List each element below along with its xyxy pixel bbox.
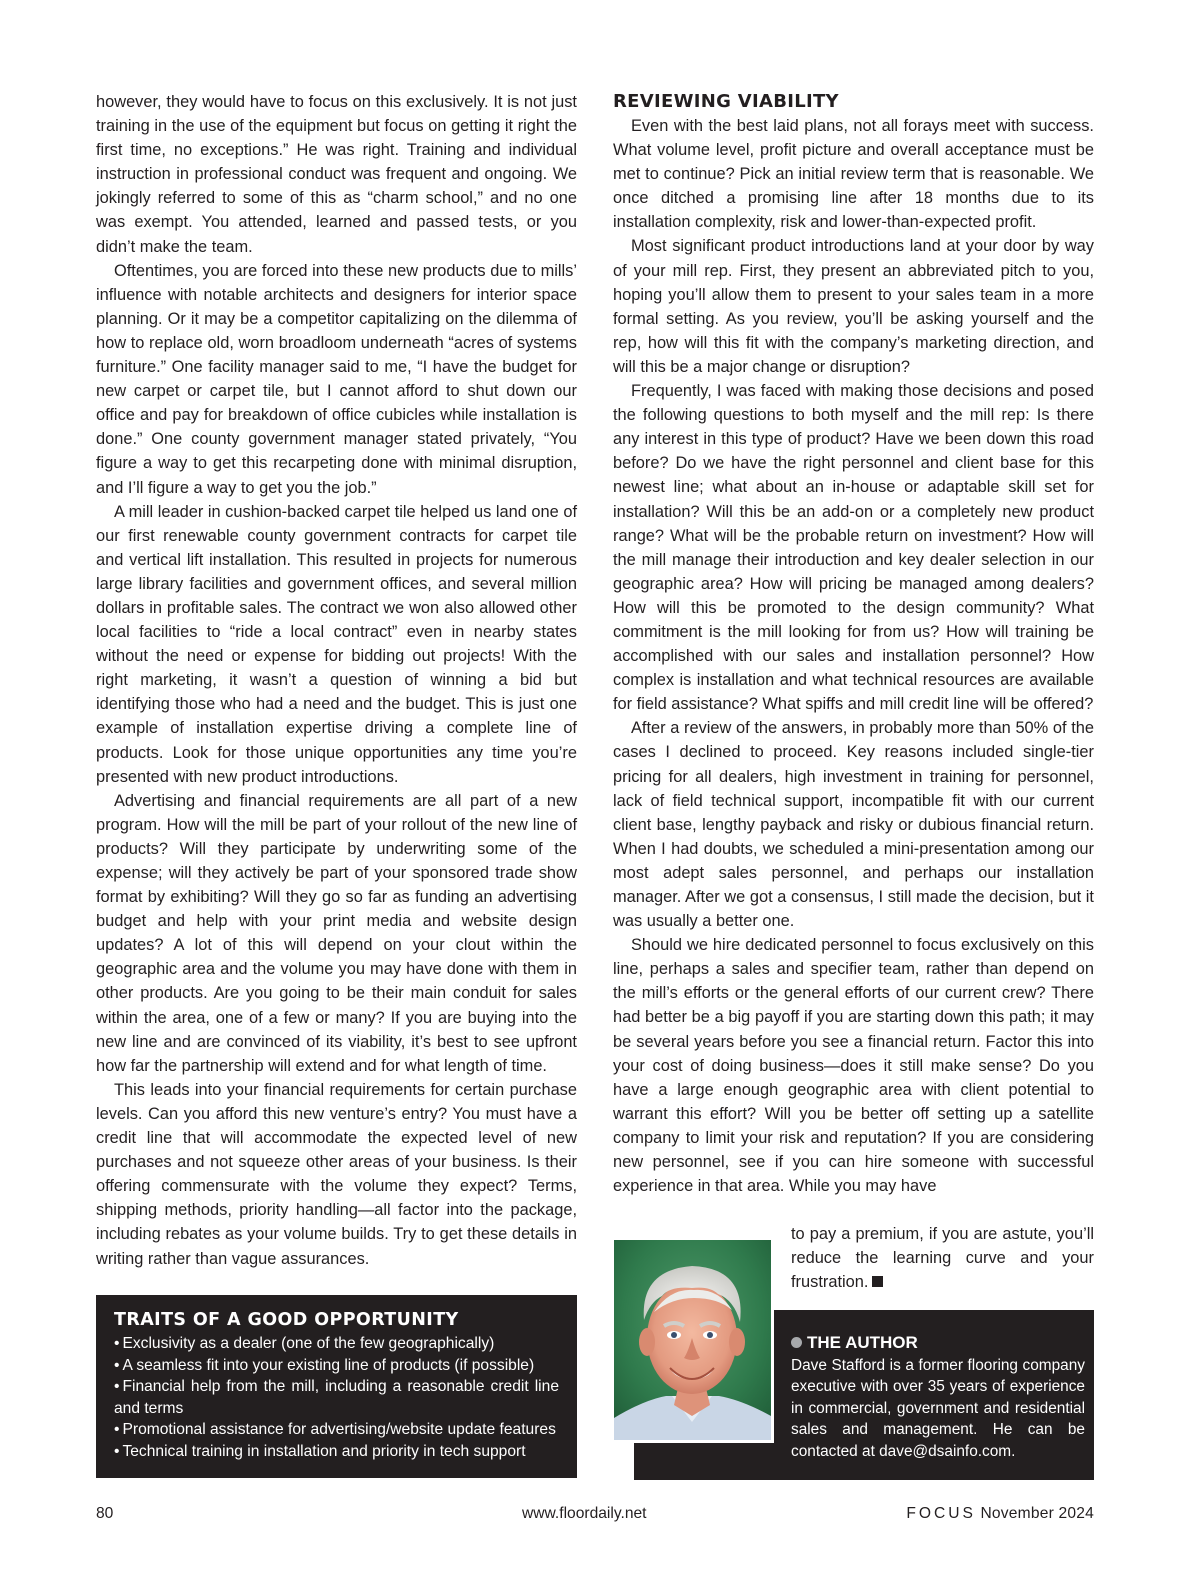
traits-item-text: Financial help from the mill, including a reasonable credit line and terms: [114, 1378, 559, 1417]
author-bio: Dave Stafford is a former flooring company executive with over 35 years of experience in commercial, government and residential sales and management. He can be contacted at dave@dsainfo.com.: [791, 1357, 1085, 1460]
right-paragraph-1: Even with the best laid plans, not all forays meet with success. What volume level, profit picture and overall acceptance must be met to continue? Pick an initial review term that is reasonable. We once ditched a promising line after 18 months due to its installation complexity, risk and lower-than-expected profit.: [613, 117, 1094, 232]
right-column: [613, 90, 1094, 1198]
bullet-icon: •: [114, 1378, 120, 1396]
traits-title: TRAITS OF A GOOD OPPORTUNITY: [114, 1310, 459, 1330]
author-bullet-icon: [791, 1337, 802, 1348]
traits-item: [114, 1333, 559, 1355]
traits-sidebar-box: [96, 1295, 577, 1478]
author-title-line: [791, 1331, 1085, 1355]
bullet-icon: •: [114, 1356, 120, 1374]
right-paragraph-2: Most significant product introductions land at your door by way of your mill rep. First, they present an abbreviated pitch to you, hoping you’ll allow them to present to your sales team in a more formal setting. As you review, you’ll be asking yourself and the rep, how will this fit with the company’s marketing direction, and will this be a major change or disruption?: [613, 237, 1094, 376]
author-photo: [614, 1240, 771, 1440]
right-paragraph-4: After a review of the answers, in probably more than 50% of the cases I declined to proceed. Key reasons included single-tier pricing for all dealers, high investment in training for personnel, lack of field technical support, incompatible fit with our current client base, lengthy payback and risky or dubious financial return. When I had doubts, we scheduled a mini-presentation among our most adept sales personnel, and perhaps our installation manager. After we got a consensus, I still made the decision, but it was usually a better one.: [613, 719, 1094, 931]
closing-text: to pay a premium, if you are astute, you’ll reduce the learning curve and your frustration.: [791, 1225, 1094, 1292]
traits-item-text: Technical training in installation and priority in tech support: [122, 1442, 526, 1460]
footer-url: www.floordaily.net: [522, 1505, 647, 1522]
issue-date: November 2024: [980, 1505, 1094, 1522]
closing-paragraph: [791, 1222, 1094, 1294]
publication-name: FOCUS: [906, 1505, 976, 1522]
left-paragraph-5: This leads into your financial requirements for certain purchase levels. Can you afford this new venture’s entry? You must have a credit line that will accommodate the expected level of new purchases and not squeeze other areas of your business. Is their offering commensurate with the volume they expect? Terms, shipping methods, priority handling—all factor into the package, including rebates as your volume builds. Try to get these details in writing rather than vague assurances.: [96, 1080, 577, 1268]
bullet-icon: •: [114, 1335, 120, 1352]
author-portrait-image: [614, 1240, 771, 1440]
left-paragraph-3: A mill leader in cushion-backed carpet tile helped us land one of our first renewable county government contracts for carpet tile and vertical lift installation. This resulted in projects for numerous large library facilities and government offices, and several million dollars in profitable sales. The contract we won also allowed other local facilities to “ride a local contract” even in nearby states without the need or expense for bidding out projects! With the right marketing, it wasn’t a question of winning a bid but identifying those who had a need and the budget. This is just one example of installation expertise driving a complete line of products. Look for those unique opportunities any time you’re presented with new product introductions.: [96, 502, 577, 786]
end-of-article-icon: [872, 1276, 883, 1287]
right-paragraph-5: Should we hire dedicated personnel to focus exclusively on this line, perhaps a sales and specifier team, rather than depend on the mill’s efforts or the general efforts of our current crew? There had better be a big payoff if you are starting down this path; it may be several years before you see a financial return. Factor this into your cost of doing business—does it still make sense? Do you have a large enough geographic area with client potential to warrant this effort? Will you be better off setting up a satellite company to limit your risk and reputation? If you are considering new personnel, see if you can hire someone with successful experience in that area. While you may have: [613, 936, 1094, 1196]
page-number: 80: [96, 1505, 114, 1522]
traits-item-text: A seamless fit into your existing line of products (if possible): [122, 1356, 535, 1374]
left-paragraph-2: Oftentimes, you are forced into these new products due to mills’ influence with notable architects and designers for interior space planning. Or it may be a competitor capitalizing on the dilemma of how to replace old, worn broadloom underneath “acres of systems furniture.” One facility manager said to me, “I have the budget for new carpet or carpet tile, but I cannot afford to shut down our office and pay for breakdown of office cubicles while installation is done.” One county government manager stated privately, “You figure a way to get this recarpeting done with minimal disruption, and I’ll figure a way to get you the job.”: [96, 261, 577, 497]
traits-item: [114, 1355, 559, 1377]
author-box: [791, 1331, 1085, 1462]
footer-publication: [906, 1505, 1094, 1523]
traits-item: [114, 1419, 559, 1441]
traits-item-text: Promotional assistance for advertising/website update features: [122, 1421, 556, 1439]
bullet-icon: •: [114, 1421, 120, 1439]
left-paragraph-4: Advertising and financial requirements are all part of a new program. How will the mill be part of your rollout of the new line of products? Will they participate by underwriting some of the expense; will they actively be part of your sponsored trade show format by exhibiting? Will they go so far as funding an advertising budget and help with your print media and website design updates? A lot of this will depend on your clout within the geographic area and the volume you may have done with them in other products. Are you going to be their main conduit for sales within the area, one of a few or many? If you are buying into the new line and are convinced of its viability, it’s best to see upfront how far the partnership will extend and for what length of time.: [96, 791, 577, 1075]
traits-item: [114, 1441, 559, 1463]
left-paragraph-1: however, they would have to focus on this exclusively. It is not just training in the use of the equipment but focus on getting it right the first time, no exceptions.” He was right. Training and individual instruction in professional conduct was frequent and ongoing. We jokingly referred to some of this as “charm school,” and no one was exempt. You attended, learned and passed tests, or you didn’t make the team.: [96, 93, 577, 256]
bullet-icon: •: [114, 1442, 120, 1460]
section-heading: REVIEWING VIABILITY: [613, 91, 839, 112]
author-title: THE AUTHOR: [807, 1333, 918, 1352]
left-column: [96, 90, 577, 1271]
traits-item-text: Exclusivity as a dealer (one of the few geographically): [122, 1335, 495, 1352]
traits-item: [114, 1376, 559, 1419]
traits-list: [114, 1333, 559, 1463]
right-paragraph-3: Frequently, I was faced with making those decisions and posed the following questions to both myself and the mill rep: Is there any interest in this type of product? Have we been down this road before? Do we have the right personnel and client base for this newest line; what about an in-house or adaptable skill set for installation? Will this be an add-on or a completely new product range? What will be the probable return on investment? How will the mill manage their introduction and key dealer selection in our geographic area? How will pricing be managed among dealers? How will this be promoted to the design community? What commitment is the mill looking for from us? How will training be accomplished with our sales and installation personnel? How complex is installation and what technical resources are available for field assistance? What spiffs and mill credit line will be offered?: [613, 382, 1094, 714]
